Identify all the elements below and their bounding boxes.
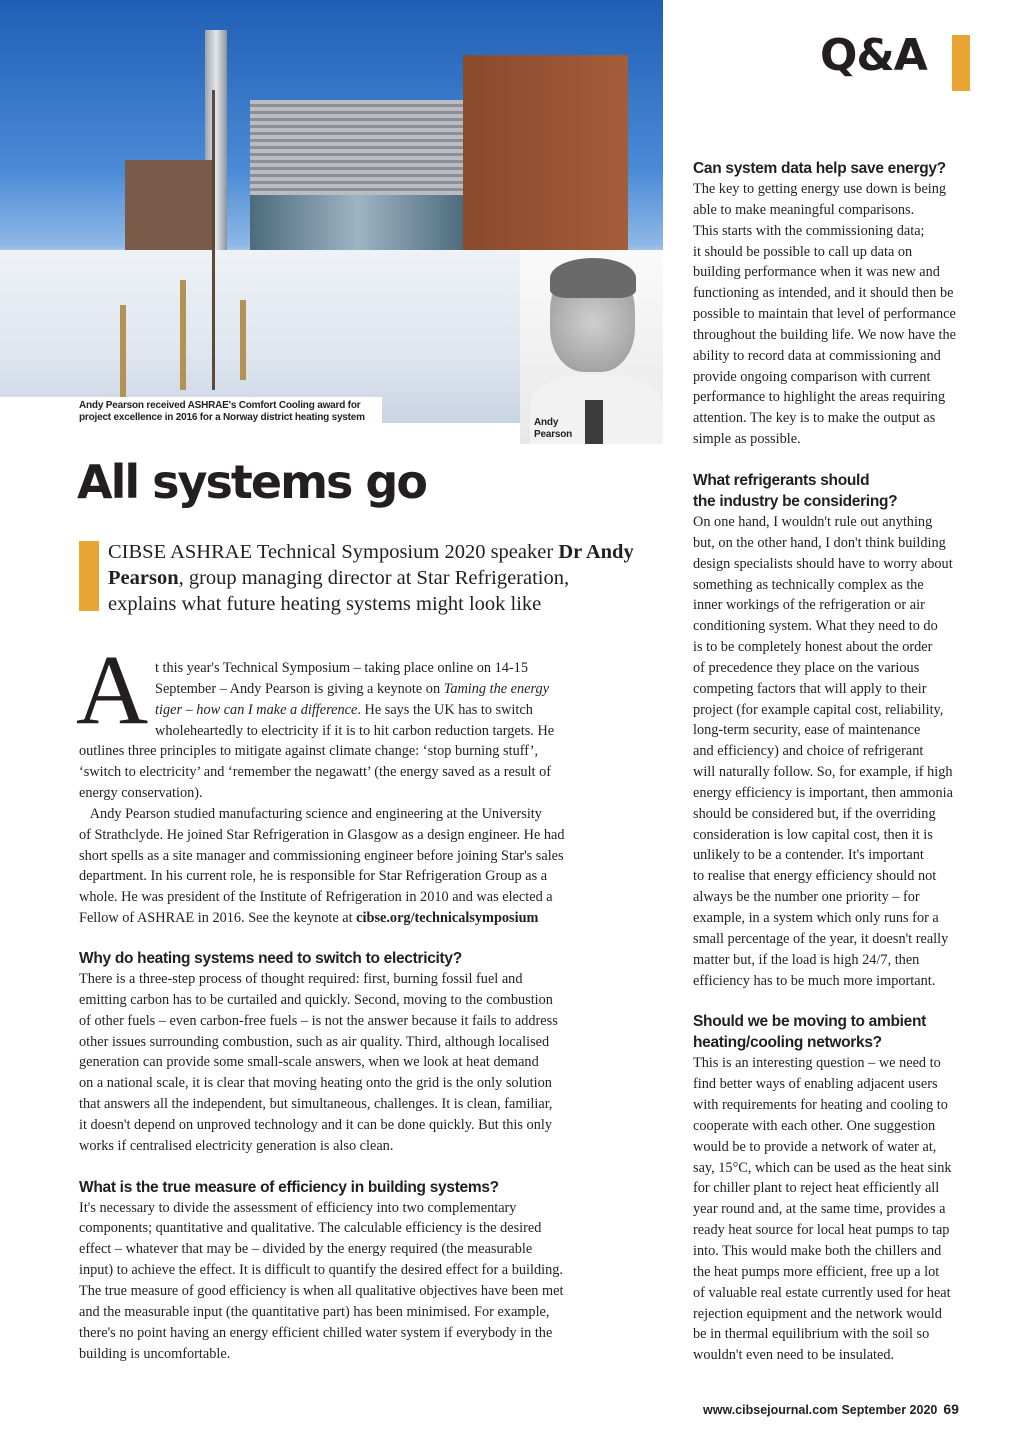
text-segment: Fellow of ASHRAE in 2016. See the keynote at bbox=[79, 910, 357, 927]
text-line: throughout the building life. We now have the bbox=[693, 326, 957, 343]
text-line: emitting carbon has to be curtailed and quickly. Second, moving to the combustion bbox=[79, 991, 553, 1008]
answer-text bbox=[693, 179, 956, 450]
text-line: There is a three-step process of thought required: first, burning fossil fuel and bbox=[79, 971, 523, 987]
text-line: short spells as a site manager and commissioning engineer before joining Star's sales bbox=[79, 847, 564, 864]
qa-section bbox=[79, 948, 563, 1157]
article-title: All systems go bbox=[77, 455, 426, 509]
text-line: consideration is low capital cost, then it is bbox=[693, 826, 933, 843]
text-line: outlines three principles to mitigate against climate change: ‘stop burning stuff’, bbox=[79, 743, 539, 760]
question-heading: the industry be considering? bbox=[693, 492, 898, 510]
standfirst bbox=[108, 539, 634, 617]
answer-text bbox=[693, 512, 956, 991]
text-line: of valuable real estate currently used for heat bbox=[693, 1284, 951, 1301]
section-accent-bar bbox=[952, 35, 970, 91]
text-line: This is an interesting question – we need to bbox=[693, 1055, 941, 1072]
text-line: unlikely to be a contender. It's important bbox=[693, 847, 924, 864]
standfirst-text: CIBSE ASHRAE Technical Symposium 2020 speaker bbox=[108, 541, 559, 563]
text-line: possible to maintain that level of performance bbox=[693, 306, 956, 323]
text-line: wouldn't even need to be insulated. bbox=[693, 1347, 895, 1364]
page-number: 69 bbox=[943, 1401, 959, 1417]
text-line: wholeheartedly to electricity if it is to hit carbon reduction targets. He bbox=[155, 722, 555, 739]
standfirst-text: , group managing director at Star Refrigeration, bbox=[178, 567, 570, 589]
text-line: t this year's Technical Symposium – taking place online on 14-15 bbox=[155, 660, 528, 676]
text-line: to realise that energy efficiency should not bbox=[693, 868, 937, 885]
text-segment: cibse.org/technicalsymposium bbox=[356, 910, 539, 927]
text-line: should be considered but, if the overriding bbox=[693, 805, 936, 822]
text-line: on a national scale, it is clear that moving heating onto the grid is the only solution bbox=[79, 1075, 552, 1092]
photo-caption bbox=[79, 400, 365, 424]
text-line: This starts with the commissioning data; bbox=[693, 222, 925, 239]
text-line bbox=[79, 908, 565, 929]
text-line: energy conservation). bbox=[79, 785, 203, 802]
text-line: whole. He was president of the Institute of Refrigeration in 2010 and was elected a bbox=[79, 889, 553, 906]
text-line: functioning as intended, and it should then be bbox=[693, 285, 954, 302]
text-line: ‘switch to electricity’ and ‘remember the negawatt’ (the energy saved as a result of bbox=[79, 764, 551, 781]
text-line: it doesn't depend on unproved technology and it can be done quickly. But this only bbox=[79, 1116, 552, 1133]
text-line: ready heat source for local heat pumps to tap bbox=[693, 1222, 950, 1239]
photo-caption-line: Andy Pearson received ASHRAE's Comfort Cooling award for bbox=[79, 400, 361, 411]
text-segment: Taming the energy bbox=[443, 680, 550, 697]
question-heading: What is the true measure of efficiency in building systems? bbox=[79, 1178, 499, 1196]
text-line: cooperate with each other. One suggestion bbox=[693, 1117, 936, 1134]
speaker-name: Dr Andy bbox=[558, 541, 634, 563]
text-line: would be to provide a network of water at, bbox=[693, 1138, 937, 1155]
text-line: say, 15°C, which can be used as the heat sink bbox=[693, 1159, 952, 1176]
text-line: other issues surrounding combustion, such as air quality. Third, although localised bbox=[79, 1033, 550, 1050]
text-segment: . He says the UK has to switch bbox=[357, 701, 533, 718]
text-line: example, in a system which only runs for a bbox=[693, 910, 939, 926]
text-line: department. In his current role, he is responsible for Star Refrigeration Group as a bbox=[79, 868, 548, 885]
text-line: small percentage of the year, it doesn't really bbox=[693, 930, 949, 947]
text-line: It's necessary to divide the assessment of efficiency into two complementary bbox=[79, 1199, 517, 1216]
question-heading: Should we be moving to ambient bbox=[693, 1013, 926, 1031]
section-label: Q&A bbox=[820, 30, 927, 81]
text-line: building performance when it was new and bbox=[693, 264, 940, 281]
right-column-qa bbox=[693, 158, 956, 1366]
portrait-caption-line: Pearson bbox=[534, 429, 573, 440]
qa-section bbox=[693, 158, 956, 450]
text-line: of other fuels – even carbon-free fuels – is not the answer because it fails to address bbox=[79, 1012, 558, 1029]
photo-caption-line: project excellence in 2016 for a Norway district heating system bbox=[79, 412, 365, 423]
text-line: On one hand, I wouldn't rule out anything bbox=[693, 513, 933, 530]
text-line: and the measurable input (the quantitative part) has been minimised. For example, bbox=[79, 1303, 550, 1320]
text-line: works if centralised electricity generation is also clean. bbox=[79, 1137, 394, 1154]
text-line: year round and, at the same time, provides a bbox=[693, 1201, 946, 1218]
text-line: building is uncomfortable. bbox=[79, 1345, 231, 1362]
text-line: The true measure of good efficiency is when all qualitative objectives have been met bbox=[79, 1282, 564, 1299]
text-line bbox=[79, 679, 565, 700]
answer-text bbox=[693, 1053, 956, 1366]
page-footer bbox=[703, 1401, 959, 1417]
text-line: attention. The key is to make the output as bbox=[693, 410, 936, 427]
question-heading: Can system data help save energy? bbox=[693, 160, 946, 177]
text-line: into. This would make both the chillers and bbox=[693, 1242, 942, 1259]
text-line: be in thermal equilibrium with the soil so bbox=[693, 1326, 930, 1343]
text-line: ability to record data at commissioning and bbox=[693, 347, 941, 364]
question-heading: What refrigerants should bbox=[693, 471, 870, 489]
text-line: for chiller plant to reject heat efficiently all bbox=[693, 1180, 940, 1197]
text-line: generation can provide some small-scale answers, when we look at heat demand bbox=[79, 1054, 539, 1071]
answer-text bbox=[79, 1198, 563, 1365]
portrait-caption bbox=[534, 417, 572, 441]
text-segment: September – Andy Pearson is giving a keynote on bbox=[155, 680, 444, 697]
text-line: conditioning system. What they need to do bbox=[693, 618, 938, 635]
left-column-qa bbox=[79, 948, 563, 1364]
text-line: Andy Pearson studied manufacturing science and engineering at the University bbox=[79, 805, 542, 822]
text-line: there's no point having an energy efficient chilled water system if everybody in the bbox=[79, 1324, 553, 1341]
question-heading: heating/cooling networks? bbox=[693, 1034, 882, 1052]
text-line: able to make meaningful comparisons. bbox=[693, 201, 915, 218]
text-line: inner workings of the refrigeration or air bbox=[693, 597, 925, 614]
text-line: simple as possible. bbox=[693, 431, 801, 448]
text-line: matter but, if the load is high 24/7, then bbox=[693, 951, 920, 968]
text-line: but, on the other hand, I don't think building bbox=[693, 534, 946, 551]
text-line: is to be completely honest about the order bbox=[693, 639, 933, 656]
text-line: find better ways of enabling adjacent users bbox=[693, 1076, 938, 1093]
text-line: provide ongoing comparison with current bbox=[693, 368, 931, 385]
qa-section bbox=[693, 1011, 956, 1366]
text-line: always be the number one priority – for bbox=[693, 889, 920, 906]
text-line: something as technically complex as the bbox=[693, 576, 924, 593]
text-line: project (for example capital cost, reliability, bbox=[693, 701, 944, 718]
andy-pearson-portrait bbox=[520, 250, 663, 444]
text-line: and efficiency) and choice of refrigerant bbox=[693, 743, 924, 760]
question-heading: Why do heating systems need to switch to electricity? bbox=[79, 950, 462, 967]
text-line: input) to achieve the effect. It is difficult to quantify the desired effect for a building. bbox=[79, 1262, 563, 1279]
text-line: design specialists should have to worry about bbox=[693, 555, 953, 572]
text-line: components; quantitative and qualitative. The calculable efficiency is the desired bbox=[79, 1220, 542, 1237]
text-line: effect – whatever that may be – divided by the energy required (the measurable bbox=[79, 1241, 533, 1258]
text-line: of Strathclyde. He joined Star Refrigeration in Glasgow as a design engineer. He had bbox=[79, 826, 565, 843]
text-line: performance to highlight the areas requiring bbox=[693, 389, 946, 406]
text-line: will naturally follow. So, for example, if high bbox=[693, 764, 953, 781]
text-line: rejection equipment and the network would bbox=[693, 1305, 942, 1322]
portrait-caption-line: Andy bbox=[534, 417, 559, 428]
drop-cap: A bbox=[76, 634, 149, 745]
footer-site-date: www.cibsejournal.com September 2020 bbox=[703, 1403, 938, 1417]
text-segment: tiger – how can I make a difference bbox=[155, 701, 358, 718]
text-line: long-term security, ease of maintenance bbox=[693, 722, 921, 739]
text-line bbox=[79, 700, 565, 721]
answer-text bbox=[79, 969, 563, 1157]
qa-section bbox=[693, 470, 956, 991]
text-line: with requirements for heating and cooling to bbox=[693, 1097, 948, 1114]
text-line: competing factors that will apply to their bbox=[693, 680, 927, 697]
standfirst-accent-bar bbox=[79, 541, 99, 611]
qa-section bbox=[79, 1177, 563, 1365]
text-line: it should be possible to call up data on bbox=[693, 243, 913, 260]
text-line: the heat pumps more efficient, free up a lot bbox=[693, 1263, 940, 1280]
intro-paragraphs bbox=[79, 658, 565, 929]
text-line: of precedence they place on the various bbox=[693, 659, 920, 676]
text-line: efficiency has to be much more important. bbox=[693, 972, 936, 989]
text-line: energy efficiency is important, then ammonia bbox=[693, 784, 953, 801]
standfirst-text: explains what future heating systems might look like bbox=[108, 593, 542, 615]
speaker-name: Pearson bbox=[108, 567, 179, 589]
text-line: that answers all the independent, but simultaneous, challenges. It is clean, familiar, bbox=[79, 1096, 553, 1113]
text-line: The key to getting energy use down is being bbox=[693, 181, 947, 197]
